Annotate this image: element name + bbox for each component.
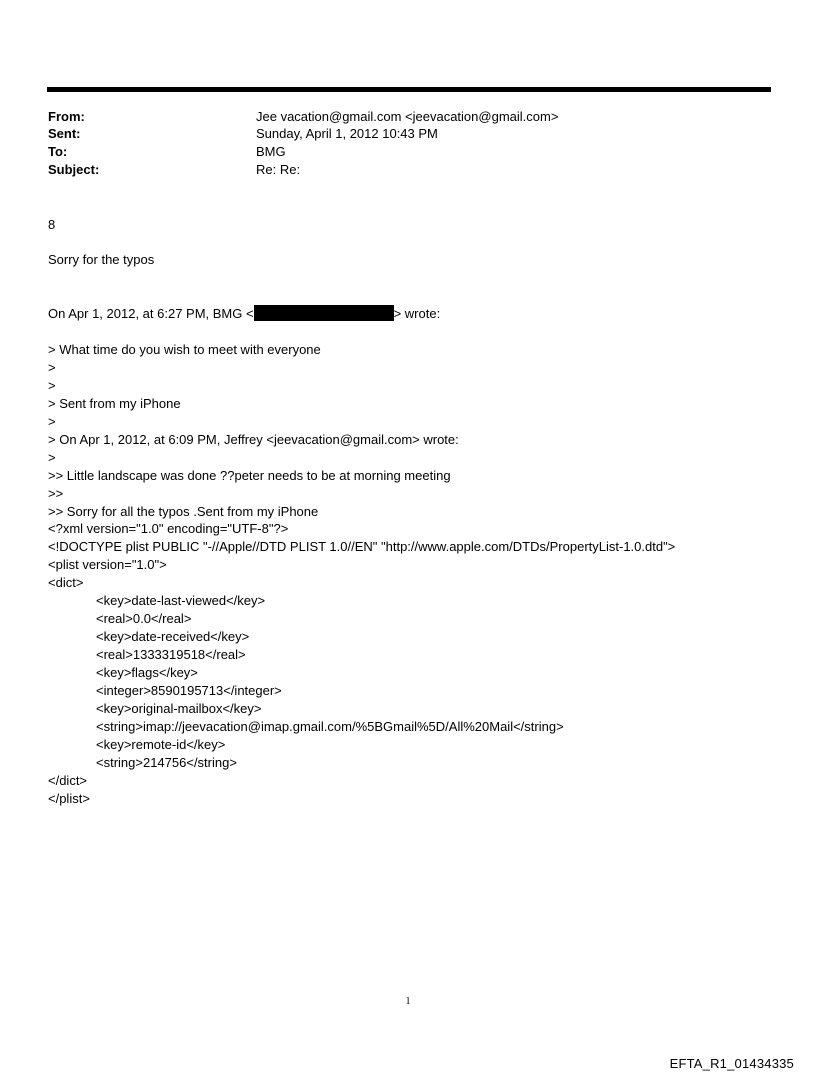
plist-line: <string>214756</string> [96,755,237,770]
sent-row [48,125,748,143]
subject-label: Subject: [48,162,100,177]
plist-line: <key>date-received</key> [96,629,250,644]
plist-line: <real>1333319518</real> [96,647,246,662]
from-value: Jee vacation@gmail.com <jeevacation@gmail.com> [256,109,559,124]
attribution-suffix: > wrote: [393,306,441,321]
plist-line: <string>imap://jeevacation@imap.gmail.com/%5BGmail%5D/All%20Mail</string> [96,719,564,734]
redaction-block [254,305,394,321]
plist-line: <real>0.0</real> [96,611,192,626]
to-value: BMG [256,144,286,159]
subject-value: Re: Re: [256,162,301,177]
plist-line: <plist version="1.0"> [48,557,167,572]
sent-label: Sent: [48,126,81,141]
quoted-line: >> [48,486,64,501]
quoted-line: > Sent from my iPhone [48,396,181,411]
plist-line: </plist> [48,791,90,806]
quoted-line: >> Little landscape was done ??peter needs to be at morning meeting [48,468,451,483]
quoted-line: > On Apr 1, 2012, at 6:09 PM, Jeffrey <jeevacation@gmail.com> wrote: [48,432,459,447]
bates-number: EFTA_R1_01434335 [669,1056,794,1071]
quoted-line: > [48,378,56,393]
attribution-prefix: On Apr 1, 2012, at 6:27 PM, BMG < [48,306,254,321]
body-line-apology: Sorry for the typos [48,252,155,267]
plist-line: <dict> [48,575,84,590]
quoted-line: > [48,360,56,375]
from-row [48,108,748,126]
body-line-number: 8 [48,217,56,232]
plist-line: <!DOCTYPE plist PUBLIC "-//Apple//DTD PLIST 1.0//EN" "http://www.apple.com/DTDs/PropertyList-1.0.dtd"> [48,539,676,554]
sent-value: Sunday, April 1, 2012 10:43 PM [256,126,438,141]
subject-row [48,161,748,179]
to-label: To: [48,144,68,159]
plist-line: <key>flags</key> [96,665,198,680]
plist-line: <key>date-last-viewed</key> [96,593,266,608]
header-rule [47,87,771,92]
from-label: From: [48,109,85,124]
attribution-line [48,305,440,323]
quoted-line: > What time do you wish to meet with everyone [48,342,321,357]
quoted-line: >> Sorry for all the typos .Sent from my iPhone [48,504,319,519]
page-number: 1 [405,996,411,1007]
plist-line: <?xml version="1.0" encoding="UTF-8"?> [48,521,289,536]
plist-line: <key>remote-id</key> [96,737,226,752]
to-row [48,143,748,161]
quoted-line: > [48,450,56,465]
plist-line: <integer>8590195713</integer> [96,683,282,698]
plist-line: </dict> [48,773,88,788]
plist-line: <key>original-mailbox</key> [96,701,262,716]
quoted-line: > [48,414,56,429]
